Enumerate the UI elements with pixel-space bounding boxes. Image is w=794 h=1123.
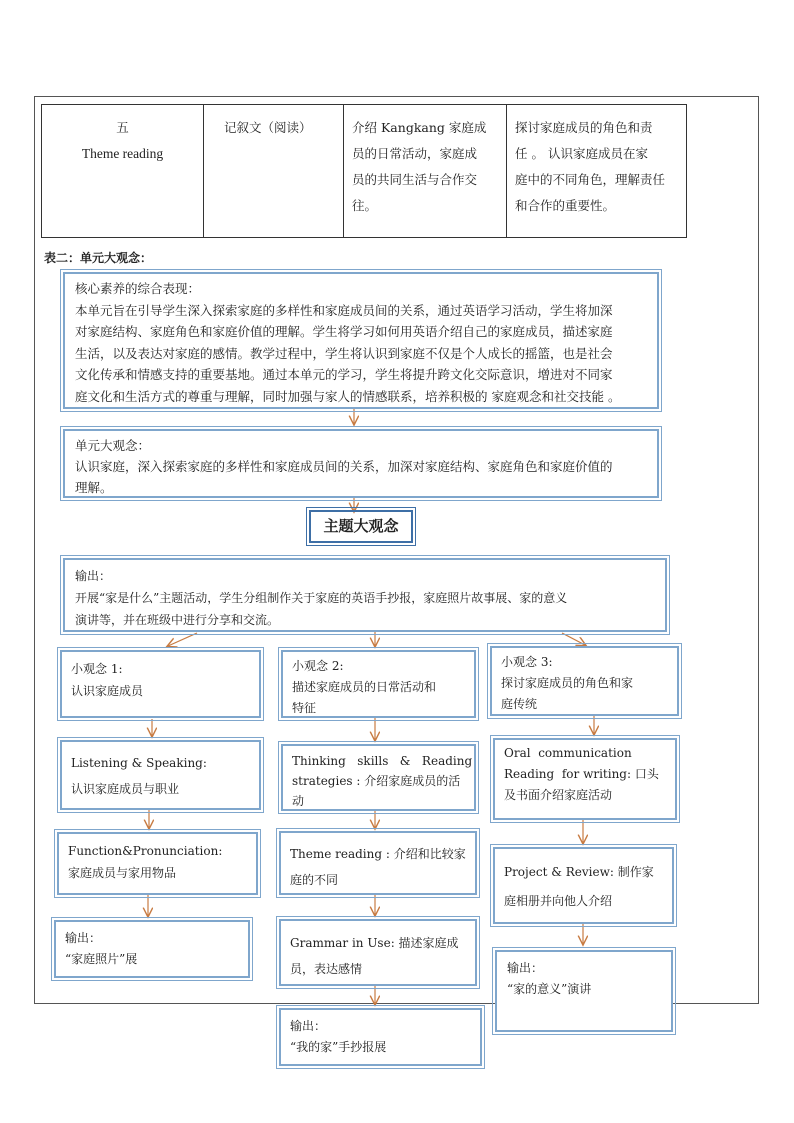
box-text: “家的意义”演讲 — [507, 982, 592, 996]
output-photo-box — [54, 920, 250, 978]
cell-text: 任 。 认识家庭成员在家 — [515, 146, 648, 161]
cell-text: 和合作的重要性。 — [515, 198, 616, 213]
box-text: 庭传统 — [501, 697, 538, 711]
cell-text: 记叙文（阅读） — [224, 120, 312, 135]
cell-text: 往。 — [352, 198, 378, 213]
box-text: 动 — [292, 794, 305, 808]
box-heading: Thinking skills & Reading — [292, 754, 473, 768]
box-heading: 小观念 2: — [292, 659, 344, 673]
box-heading: 输出： — [75, 569, 112, 583]
box-text: 特征 — [292, 701, 317, 715]
concept-2-box — [281, 650, 476, 718]
cell-text: Theme reading — [81, 146, 164, 161]
main-output-box — [63, 558, 667, 632]
box-heading: Theme reading : 介绍和比较家 — [290, 847, 466, 861]
box-text: “家庭照片”展 — [65, 952, 138, 966]
cell-text: 员的日常活动，家庭成 — [352, 146, 478, 161]
unit-concept-box — [63, 429, 659, 498]
box-text: 庭的不同 — [290, 873, 339, 887]
box-heading: Grammar in Use: 描述家庭成 — [290, 936, 459, 950]
cell-text: 介绍 Kangkang 家庭成 — [352, 120, 487, 135]
grammar-box — [279, 919, 477, 986]
output-speech-box — [495, 950, 673, 1032]
theme-reading-box — [279, 831, 477, 895]
box-text: 及书面介绍家庭活动 — [504, 788, 613, 802]
concept-1-box — [60, 650, 261, 718]
box-text: 认识家庭成员与职业 — [71, 782, 180, 796]
box-text: 本单元旨在引导学生深入探索家庭的多样性和家庭成员间的关系，通过英语学习活动，学生将加深 — [75, 302, 613, 318]
listening-speaking-box — [60, 740, 261, 810]
box-text: 演讲等，并在班级中进行分享和交流。 — [75, 613, 280, 627]
core-competency-box — [63, 272, 659, 409]
box-text: 家庭成员与家用物品 — [68, 866, 177, 880]
project-review-box — [493, 847, 674, 924]
box-heading: 小观念 1: — [71, 662, 123, 676]
function-pronunciation-box — [57, 832, 258, 895]
box-text: 文化传承和情感支持的重要基地。通过本单元的学习，学生将提升跨文化交际意识，增进对不同家 — [75, 367, 613, 382]
box-text: 认识家庭成员 — [71, 684, 144, 698]
box-heading: Oral communication — [504, 746, 632, 760]
output-handwritten-box — [279, 1008, 482, 1066]
box-text: 对家庭结构、家庭角色和家庭价值的理解。学生将学习如何用英语介绍自己的家庭成员，描述家庭 — [75, 324, 613, 339]
box-text: 认识家庭，深入探索家庭的多样性和家庭成员间的关系，加深对家庭结构、家庭角色和家庭价值的 — [75, 459, 613, 474]
oral-communication-box — [493, 738, 677, 820]
thinking-reading-box — [281, 744, 476, 811]
concept-3-box — [490, 646, 679, 716]
box-text: strategies : 介绍家庭成员的活 — [292, 774, 461, 788]
box-heading: 输出： — [290, 1019, 327, 1033]
theme-title: 主题大观念 — [309, 510, 413, 543]
box-heading: Listening & Speaking: — [71, 756, 207, 770]
box-text: 生活，以及表达对家庭的感情。教学过程中，学生将认识到家庭不仅是个人成长的摇篮，也是社会 — [75, 345, 613, 361]
box-heading: Project & Review: 制作家 — [504, 865, 654, 879]
box-heading: 输出： — [65, 931, 102, 945]
cell-text: 庭中的不同角色，理解责任 — [515, 172, 666, 187]
arrow — [562, 633, 585, 645]
cell-text: 员的共同生活与合作交 — [352, 172, 478, 187]
box-text: 庭文化和生活方式的尊重与理解，同时加强与家人的情感联系，培养积极的 家庭观念和社交技能 。 — [75, 388, 621, 404]
box-heading: 单元大观念： — [75, 438, 151, 453]
cell-text: 探讨家庭成员的角色和责 — [515, 120, 653, 135]
arrow — [168, 633, 197, 646]
box-heading: 小观念 3: — [501, 655, 553, 669]
box-text: 理解。 — [75, 480, 113, 495]
box-text: Reading for writing: 口头 — [504, 767, 659, 781]
box-text: 庭相册并向他人介绍 — [504, 894, 613, 908]
section-label: 表二：单元大观念： — [44, 251, 153, 265]
box-heading: Function&Pronunciation: — [68, 844, 223, 858]
box-text: 探讨家庭成员的角色和家 — [501, 676, 634, 690]
box-text: 开展“家是什么”主题活动，学生分组制作关于家庭的英语手抄报，家庭照片故事展、家的意义 — [75, 591, 568, 605]
box-heading: 输出： — [507, 961, 544, 975]
cell-text: 五 — [116, 120, 129, 135]
box-text: 描述家庭成员的日常活动和 — [292, 680, 437, 694]
box-text: “我的家”手抄报展 — [290, 1040, 387, 1054]
box-heading: 核心素养的综合表现： — [75, 281, 201, 296]
box-text: 员，表达感情 — [290, 962, 363, 976]
